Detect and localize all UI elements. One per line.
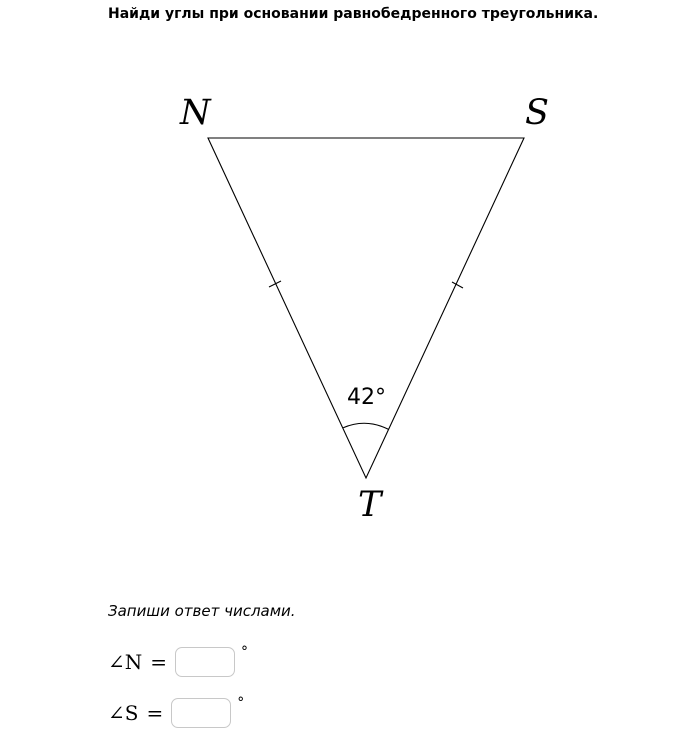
angle-s-label: ∠S bbox=[108, 701, 139, 725]
vertex-label-n: N bbox=[180, 93, 211, 133]
degree-symbol: ° bbox=[241, 644, 249, 660]
apex-angle-arc bbox=[343, 423, 388, 429]
angle-s-input[interactable] bbox=[171, 698, 231, 728]
apex-angle-label: 42° bbox=[347, 385, 386, 410]
task-title: Найди углы при основании равнобедренного треугольника. bbox=[108, 6, 599, 22]
triangle-nst bbox=[208, 138, 524, 478]
degree-symbol: ° bbox=[237, 695, 245, 711]
equals-sign: = bbox=[150, 650, 168, 674]
answer-row-angle-n bbox=[108, 646, 248, 678]
answer-instruction: Запиши ответ числами. bbox=[108, 602, 296, 620]
angle-n-input[interactable] bbox=[175, 647, 235, 677]
answer-row-angle-s bbox=[108, 697, 244, 729]
angle-n-label: ∠N bbox=[108, 650, 143, 674]
vertex-label-t: T bbox=[358, 485, 382, 525]
tick-mark-st bbox=[452, 282, 463, 288]
equals-sign: = bbox=[146, 701, 164, 725]
vertex-label-s: S bbox=[525, 93, 549, 133]
